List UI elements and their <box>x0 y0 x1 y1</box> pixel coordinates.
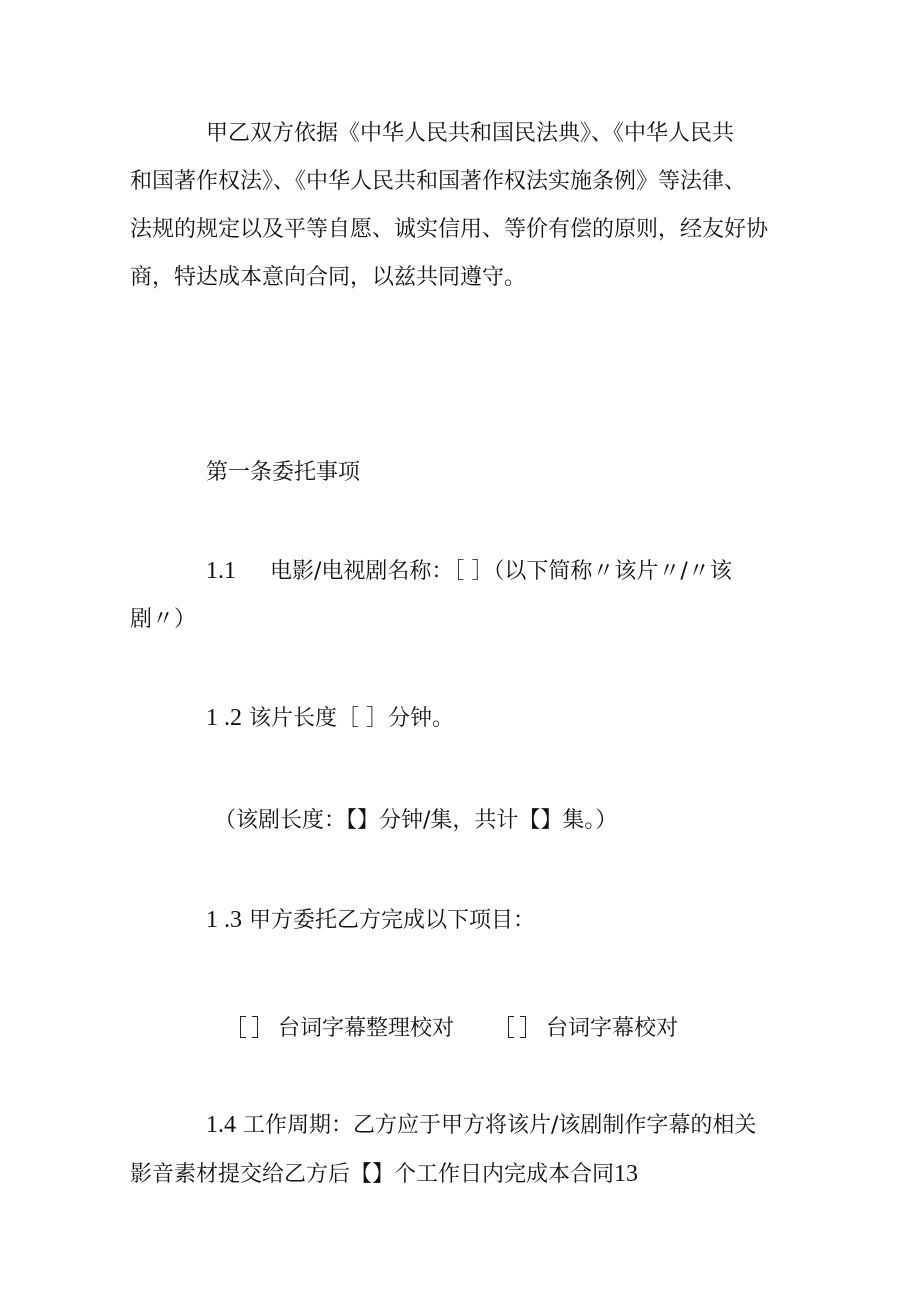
clause-1-1 <box>130 547 796 644</box>
clause-text: 影音素材提交给乙方后【】个工作日内完成本合同 <box>130 1162 615 1187</box>
clause-1-1-line2: 剧〃） <box>130 607 197 632</box>
clause-1-4-line2 <box>130 1150 796 1199</box>
checkbox-icon[interactable] <box>508 1016 526 1038</box>
intro-line: 商，特达成本意向合同，以兹共同遵守。 <box>130 265 527 290</box>
article-heading <box>130 449 796 497</box>
article-heading-text: 第一条委托事项 <box>206 460 361 485</box>
option-list <box>240 1005 800 1053</box>
clause-1-2-line <box>130 694 796 743</box>
intro-line: 甲乙双方依据《中华人民共和国民法典》、《中华人民共 <box>206 121 735 146</box>
intro-line: 和国著作权法》、《中华人民共和国著作权法实施条例》等法律、 <box>130 169 747 194</box>
intro-line: 法规的规定以及平等自愿、诚实信用、等价有偿的原则，经友好协 <box>130 217 769 242</box>
clause-1-3-line <box>130 896 796 945</box>
clause-number: 1 .2 <box>206 705 242 731</box>
clause-1-3 <box>130 896 796 945</box>
option-item-transcription-proofreading[interactable] <box>240 1005 454 1053</box>
clause-1-1-line1 <box>130 547 796 596</box>
clause-text: 该片长度［ ］分钟。 <box>249 706 454 731</box>
option-item-proofreading[interactable] <box>508 1005 678 1053</box>
intro-paragraph <box>130 110 796 302</box>
page-number-text: 13 <box>614 1161 639 1187</box>
option-label: 台词字幕整理校对 <box>278 1016 455 1041</box>
clause-text: 电影/电视剧名称：［ ］（以下简称〃该片〃/〃该 <box>270 559 732 584</box>
clause-text: 甲方委托乙方完成以下项目： <box>249 908 536 933</box>
clause-1-2-subtext-line: （该剧长度：【】分钟/集，共计【】集。） <box>214 808 618 833</box>
clause-number: 1.1 <box>206 558 236 584</box>
clause-text: 工作周期：乙方应于甲方将该片/该剧制作字幕的相关 <box>243 1113 757 1138</box>
checkbox-icon[interactable] <box>240 1016 258 1038</box>
clause-number: 1 .3 <box>206 907 242 933</box>
option-label: 台词字幕校对 <box>546 1016 679 1041</box>
clause-number: 1.4 <box>206 1112 236 1138</box>
clause-1-2-subtext <box>214 797 880 845</box>
clause-1-2 <box>130 694 796 743</box>
clause-1-4 <box>130 1101 796 1199</box>
clause-1-4-line1 <box>130 1101 796 1150</box>
